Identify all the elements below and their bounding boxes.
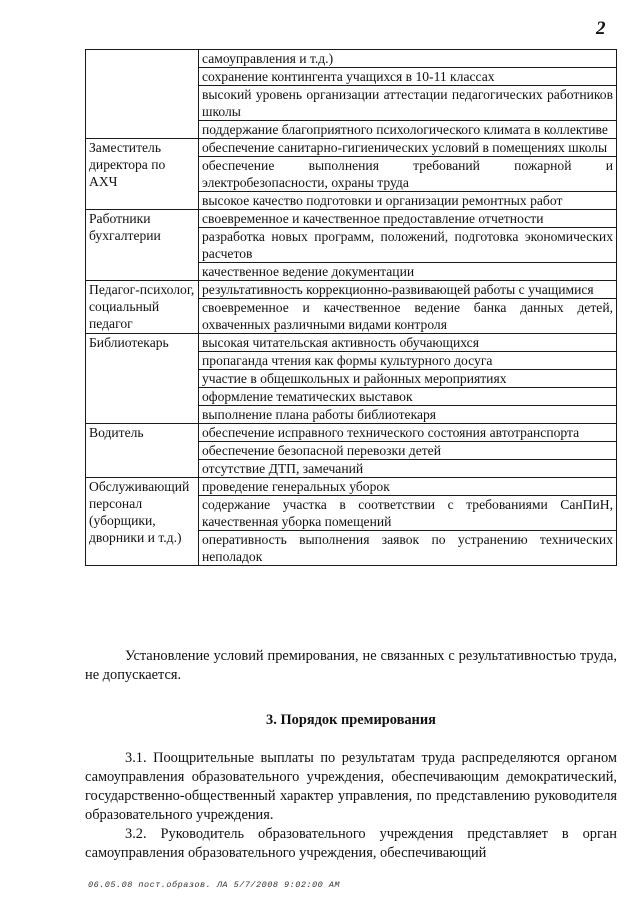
role-cell: Библиотекарь xyxy=(86,334,199,424)
criterion-cell: обеспечение санитарно-гигиенических условий в помещениях школы xyxy=(199,139,617,157)
criterion-cell: своевременное и качественное ведение банка данных детей, охваченных различными видами контроля xyxy=(199,299,617,334)
criterion-cell: выполнение плана работы библиотекаря xyxy=(199,406,617,424)
paragraph-3-1: 3.1. Поощрительные выплаты по результатам труда распределяются органом самоуправления образовательного учреждения, обеспечивающим демократический, государственно-общественный характер управления, по представлению руководителя образовательного учреждения. xyxy=(85,750,617,823)
role-cell: Заместитель директора по АХЧ xyxy=(86,139,199,210)
paragraph-3-2: 3.2. Руководитель образовательного учреждения представляет в орган самоуправления образовательного учреждения, обеспечивающий xyxy=(85,826,617,861)
section-heading: 3. Порядок премирования xyxy=(266,712,436,728)
criterion-cell: поддержание благоприятного психологического климата в коллективе xyxy=(199,121,617,139)
criterion-cell: отсутствие ДТП, замечаний xyxy=(199,460,617,478)
criterion-cell: высокий уровень организации аттестации педагогических работников школы xyxy=(199,86,617,121)
role-cell: Обслуживающий персонал (уборщики, дворники и т.д.) xyxy=(86,478,199,566)
role-cell: Работники бухгалтерии xyxy=(86,210,199,281)
criterion-cell: качественное ведение документации xyxy=(199,263,617,281)
table-row xyxy=(86,478,617,496)
criterion-cell: пропаганда чтения как формы культурного досуга xyxy=(199,352,617,370)
table-row xyxy=(86,210,617,228)
criterion-cell: участие в общешкольных и районных мероприятиях xyxy=(199,370,617,388)
criterion-cell: высокая читательская активность обучающихся xyxy=(199,334,617,352)
criterion-cell: проведение генеральных уборок xyxy=(199,478,617,496)
criterion-cell: сохранение контингента учащихся в 10-11 классах xyxy=(199,68,617,86)
role-cell: Водитель xyxy=(86,424,199,478)
bonus-criteria-table xyxy=(85,49,617,566)
criterion-cell: оформление тематических выставок xyxy=(199,388,617,406)
criterion-cell: обеспечение безопасной перевозки детей xyxy=(199,442,617,460)
table-row xyxy=(86,139,617,157)
criterion-cell: оперативность выполнения заявок по устранению технических неполадок xyxy=(199,531,617,566)
criterion-cell: высокое качество подготовки и организации ремонтных работ xyxy=(199,192,617,210)
table-row xyxy=(86,334,617,352)
conditions-paragraph: Установление условий премирования, не связанных с результативностью труда, не допускается. xyxy=(85,648,617,683)
role-cell: Педагог-психолог, социальный педагог xyxy=(86,281,199,334)
role-cell xyxy=(86,50,199,139)
table-row xyxy=(86,424,617,442)
page-number: 2 xyxy=(596,18,606,39)
table-body xyxy=(86,50,617,566)
criterion-cell: обеспечение выполнения требований пожарной и электробезопасности, охраны труда xyxy=(199,157,617,192)
criterion-cell: самоуправления и т.д.) xyxy=(199,50,617,68)
criterion-cell: результативность коррекционно-развивающей работы с учащимися xyxy=(199,281,617,299)
table-row xyxy=(86,50,617,68)
document-footer: 06.05.08 пост.образов. ЛА 5/7/2008 9:02:00 AM xyxy=(88,880,341,890)
criterion-cell: своевременное и качественное предоставление отчетности xyxy=(199,210,617,228)
criterion-cell: содержание участка в соответствии с требованиями СанПиН, качественная уборка помещений xyxy=(199,496,617,531)
criterion-cell: разработка новых программ, положений, подготовка экономических расчетов xyxy=(199,228,617,263)
criterion-cell: обеспечение исправного технического состояния автотранспорта xyxy=(199,424,617,442)
table-row xyxy=(86,281,617,299)
